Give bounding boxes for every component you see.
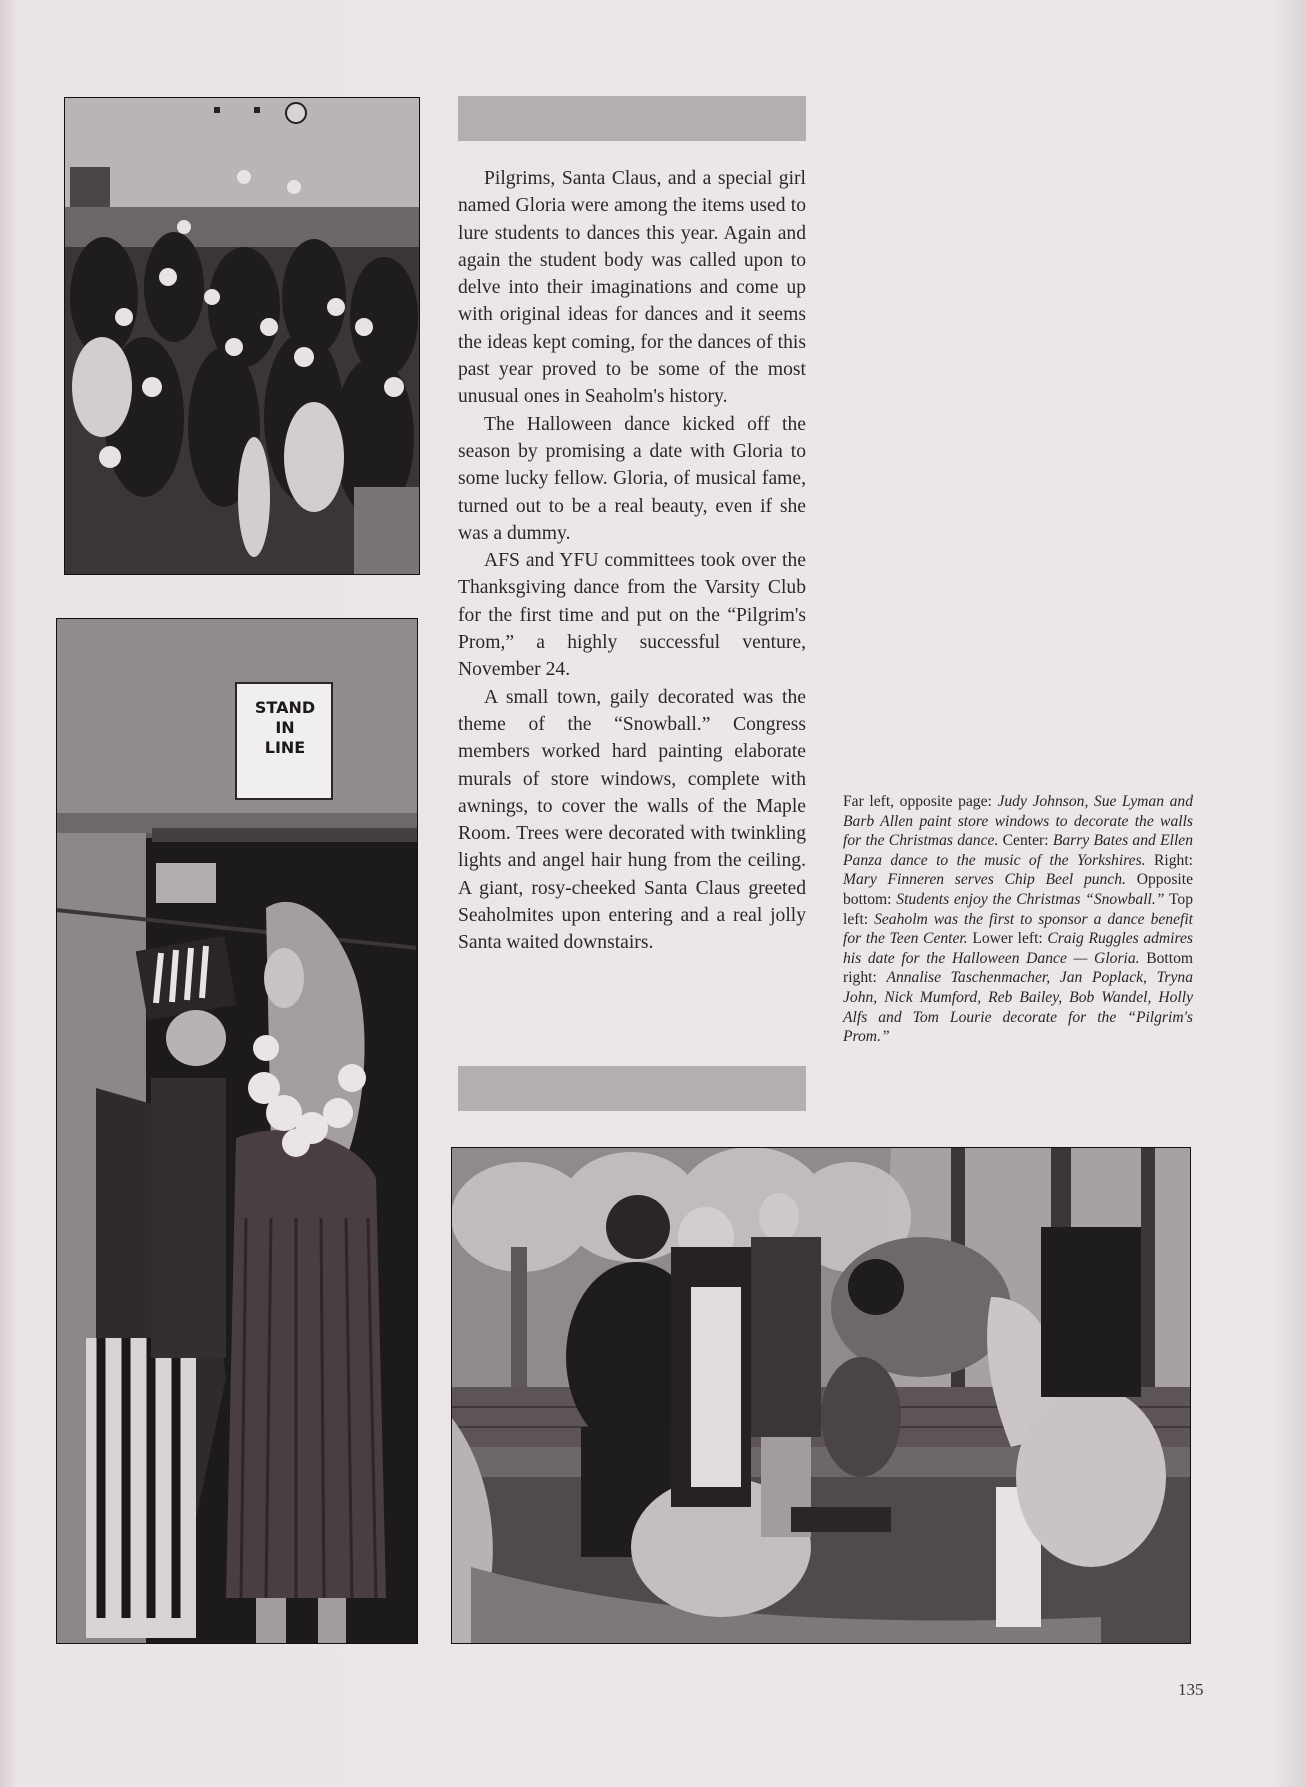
article-paragraph: Pilgrims, Santa Claus, and a special girl named Gloria were among the items used to lure students to dances this year. Again and again the student body was called upon to delve into their imaginations and come up with original ideas for dances and it seems the ideas kept coming, for the dances of this past year proved to be some of the most unusual ones in Seaholm's history.: [458, 168, 806, 408]
page-number: 135: [1178, 1680, 1204, 1699]
caption-text: Annalise Taschenmacher, Jan Poplack, Tryna John, Nick Mumford, Reb Bailey, Bob Wandel, Holly Alfs and Tom Lourie decorate for the “Pilgrim's Prom.”: [843, 969, 1193, 1046]
article-body: [458, 165, 806, 957]
caption-label: Top left:: [843, 890, 1193, 928]
caption-label: Bottom right:: [843, 949, 1193, 987]
caption-label: Lower left:: [967, 930, 1048, 948]
caption-text: Craig Ruggles admires his date for the Halloween Dance — Gloria.: [843, 930, 1193, 967]
heading-bar-bottom: [458, 1066, 806, 1111]
caption-label: Right:: [1145, 851, 1193, 869]
photo-halloween-couple: [56, 618, 418, 1644]
caption-text: Seaholm was the first to sponsor a dance benefit for the Teen Center.: [843, 910, 1194, 948]
caption-text: Mary Finneren serves Chip Beel punch.: [843, 871, 1126, 889]
caption-text: Barry Bates and Ellen Panza dance to the music of the Yorkshires.: [843, 832, 1193, 869]
caption-label: Center:: [998, 832, 1053, 850]
article-paragraph: A small town, gaily decorated was the theme of the “Snowball.” Congress members worked hard painting elaborate murals of store windows, complete with awnings, to cover the walls of the Maple Room. Trees were decorated with twinkling lights and angel hair hung from the ceiling. A giant, rosy-cheeked Santa Claus greeted Seaholmites upon entering and a real jolly Santa waited downstairs.: [458, 686, 806, 954]
photo-dance-crowd: [64, 97, 420, 575]
heading-bar-top: [458, 96, 806, 141]
caption-label: Far left, opposite page:: [843, 793, 998, 810]
article-paragraph: The Halloween dance kicked off the season by promising a date with Gloria to some lucky fellow. Gloria, of musical fame, turned out to be a real beauty, even if she was a dummy.: [458, 413, 806, 544]
photo-decorating-group: [451, 1147, 1191, 1644]
caption-label: Opposite bottom:: [843, 871, 1193, 908]
caption-text: Students enjoy the Christmas “Snowball.”: [896, 890, 1165, 908]
photo-caption: [843, 792, 1193, 1047]
caption-text: Judy Johnson, Sue Lyman and Barb Allen paint store windows to decorate the walls for the Christmas dance.: [843, 793, 1193, 850]
stand-in-line-sign: STAND IN LINE: [254, 698, 316, 757]
article-paragraph: AFS and YFU committees took over the Thanksgiving dance from the Varsity Club for the first time and put on the “Pilgrim's Prom,” a highly successful venture, November 24.: [458, 550, 806, 681]
